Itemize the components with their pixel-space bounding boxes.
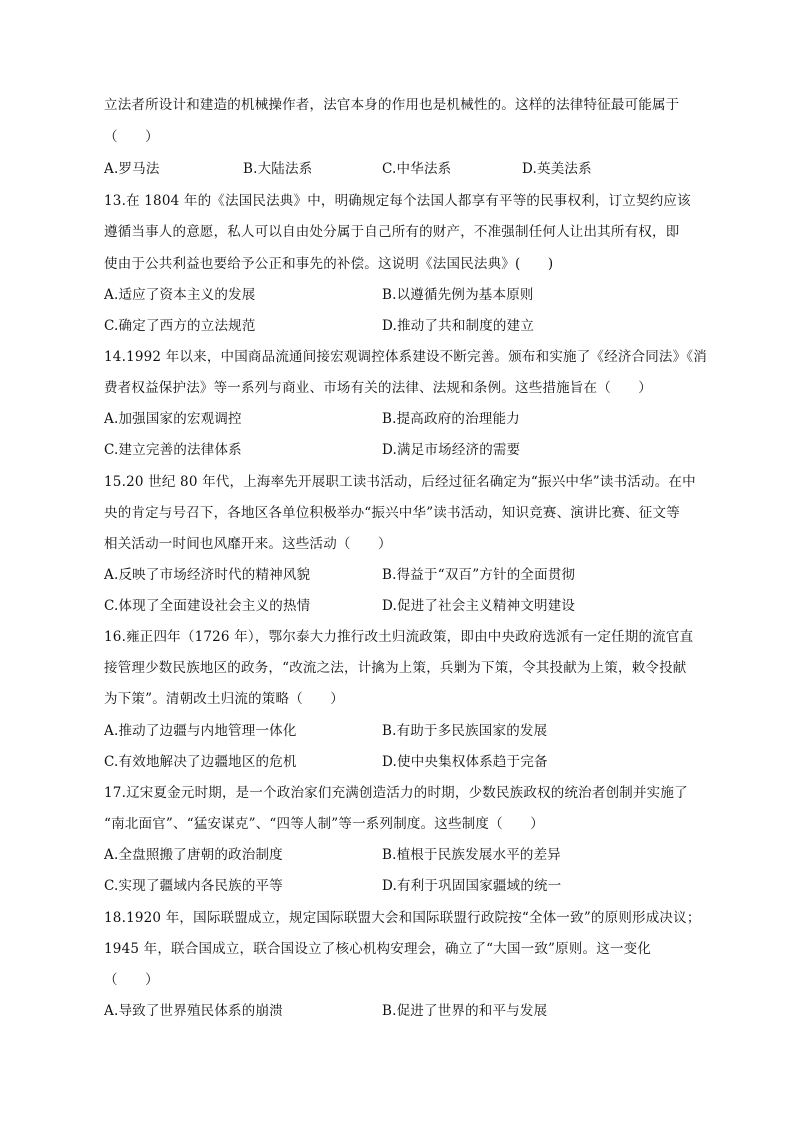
q16-stem-line-2: 接管理少数民族地区的政务，“改流之法，计擒为上策，兵剿为下策，令其投献为上策，敕令投献 [104, 660, 687, 676]
q16-option-c: C.有效地解决了边疆地区的危机 [104, 754, 297, 770]
q17-stem-line-2: “南北面官”、“猛安谋克”、“四等人制”等一系列制度。这些制度（ ） [104, 816, 544, 832]
q18-stem-line-2: 1945 年，联合国成立，联合国设立了核心机构安理会，确立了“大国一致”原则。这一变化 [104, 941, 652, 957]
q15-option-d: D.促进了社会主义精神文明建设 [382, 598, 576, 614]
q12-option-a: A.罗马法 [104, 161, 160, 177]
q12-option-c: C.中华法系 [382, 161, 452, 177]
q14-option-d: D.满足市场经济的需要 [382, 442, 521, 458]
q12-option-b: B.大陆法系 [243, 161, 313, 177]
q14-option-c: C.建立完善的法律体系 [104, 442, 242, 458]
q13-option-b: B.以遵循先例为基本原则 [382, 287, 534, 303]
q15-stem-line-2: 央的肯定与号召下，各地区各单位积极举办“振兴中华”读书活动，知识竞赛、演讲比赛、征文等 [104, 505, 680, 521]
q18-option-b: B.促进了世界的和平与发展 [382, 1003, 548, 1019]
q15-stem-line-1: 15.20 世纪 80 年代，上海率先开展职工读书活动，后经过征名确定为“振兴中华”读书活动。在中 [104, 474, 696, 490]
q16-stem-line-3: 为下策”。清朝改土归流的策略（ ） [104, 691, 345, 707]
q17-option-c: C.实现了疆域内各民族的平等 [104, 878, 283, 894]
q13-option-c: C.确定了西方的立法规范 [104, 318, 256, 334]
q12-option-d: D.英美法系 [522, 161, 592, 177]
q15-option-c: C.体现了全面建设社会主义的热情 [104, 598, 311, 614]
q16-option-d: D.使中央集权体系趋于完备 [382, 754, 548, 770]
q13-option-d: D.推动了共和制度的建立 [382, 318, 535, 334]
q16-option-a: A.推动了边疆与内地管理一体化 [104, 723, 297, 739]
q15-option-a: A.反映了市场经济时代的精神风貌 [104, 567, 311, 583]
q14-stem-line-2: 费者权益保护法》等一系列与商业、市场有关的法律、法规和条例。这些措施旨在（ ） [104, 380, 652, 396]
q13-stem-line-1: 13.在 1804 年的《法国民法典》中，明确规定每个法国人都享有平等的民事权利，订立契约应该 [104, 193, 691, 209]
q14-option-b: B.提高政府的治理能力 [382, 411, 520, 427]
q17-option-b: B.植根于民族发展水平的差异 [382, 847, 562, 863]
q14-option-a: A.加强国家的宏观调控 [104, 411, 242, 427]
q17-stem-line-1: 17.辽宋夏金元时期，是一个政治家们充满创造活力的时期，少数民族政权的统治者创制并实施了 [104, 785, 688, 801]
q16-option-b: B.有助于多民族国家的发展 [382, 723, 548, 739]
q13-stem-line-2: 遵循当事人的意愿，私人可以自由处分属于自己所有的财产，不准强制任何人让出其所有权，即 [104, 224, 680, 240]
q18-stem-line-1: 18.1920 年，国际联盟成立，规定国际联盟大会和国际联盟行政院按“全体一致”的原则形成决议； [104, 910, 701, 926]
q12-stem-line-1: 立法者所设计和建造的机械操作者，法官本身的作用也是机械性的。这样的法律特征最可能属于 [104, 97, 680, 113]
q17-option-a: A.全盘照搬了唐朝的政治制度 [104, 847, 283, 863]
q12-answer-blank: （ ） [104, 129, 159, 145]
q18-answer-blank: （ ） [104, 972, 159, 988]
q18-option-a: A.导致了世界殖民体系的崩溃 [104, 1003, 283, 1019]
q13-option-a: A.适应了资本主义的发展 [104, 287, 256, 303]
q16-stem-line-1: 16.雍正四年（1726 年），鄂尔泰大力推行改土归流政策，即由中央政府选派有一定任期的流官直 [104, 629, 694, 645]
q17-option-d: D.有利于巩固国家疆域的统一 [382, 878, 562, 894]
q14-stem-line-1: 14.1992 年以来，中国商品流通间接宏观调控体系建设不断完善。颁布和实施了《经济合同法》《消 [104, 349, 707, 365]
q13-stem-line-3: 使由于公共利益也要给予公正和事先的补偿。这说明《法国民法典》( ) [104, 256, 554, 272]
q15-stem-line-3: 相关活动一时间也风靡开来。这些活动（ ） [104, 536, 392, 552]
q15-option-b: B.得益于“双百”方针的全面贯彻 [382, 567, 576, 583]
